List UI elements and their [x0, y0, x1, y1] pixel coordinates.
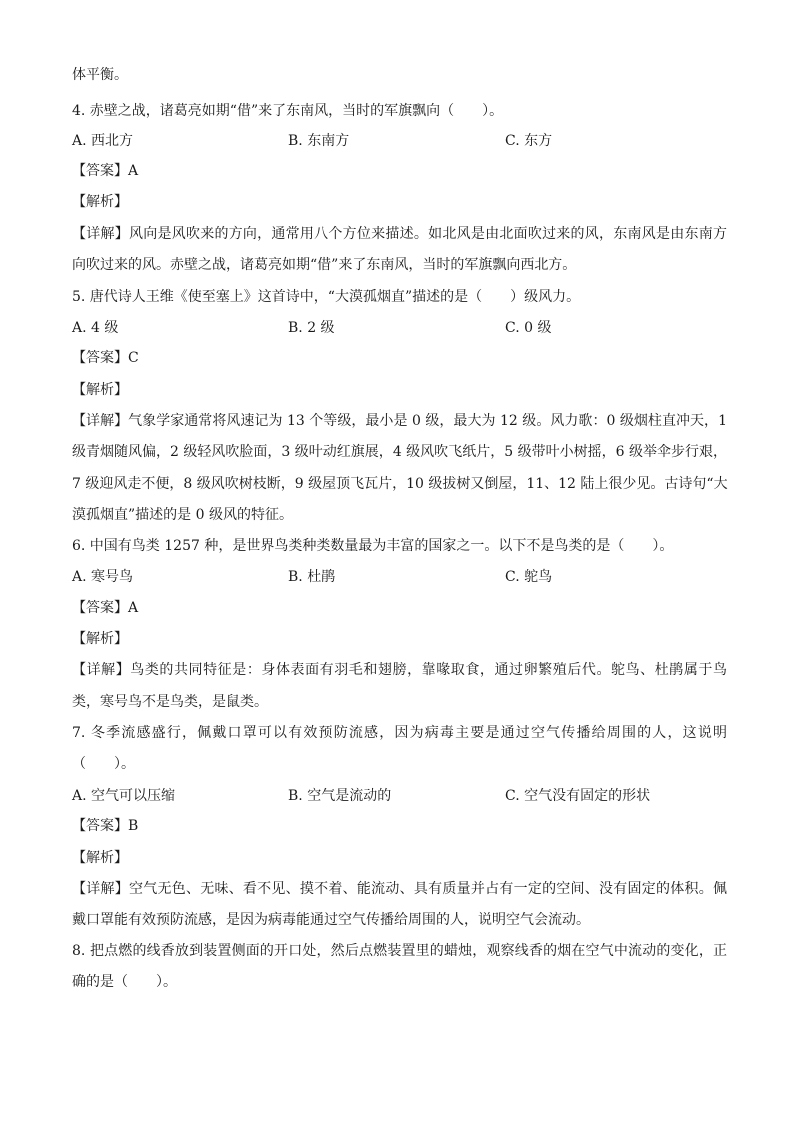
- question-5: 5. 唐代诗人王维《使至塞上》这首诗中，“大漠孤烟直”描述的是（ ）级风力。: [72, 289, 581, 305]
- question-5-answer: 【答案】C: [72, 350, 139, 366]
- question-5-option-c: C. 0 级: [505, 320, 552, 336]
- question-4-detail-line-1: 【详解】风向是风吹来的方向，通常用八个方位来描述。如北风是由北面吹过来的风，东南风是由东南方: [72, 226, 727, 242]
- question-5-detail-line-3: 7 级迎风走不便，8 级风吹树枝断，9 级屋顶飞瓦片，10 级拔树又倒屋，11、12 陆上很少见。古诗句“大: [72, 476, 728, 492]
- question-6-option-c: C. 鸵鸟: [505, 569, 553, 585]
- question-7-option-a: A. 空气可以压缩: [72, 788, 176, 804]
- question-6-option-a: A. 寒号鸟: [72, 569, 134, 585]
- question-4-option-c: C. 东方: [505, 133, 553, 149]
- question-6-detail-line-2: 类，寒号鸟不是鸟类，是鼠类。: [72, 694, 268, 710]
- question-7-analysis-label: 【解析】: [72, 850, 128, 866]
- question-6: 6. 中国有鸟类 1257 种，是世界鸟类种类数量最为丰富的国家之一。以下不是鸟类的是（ ）。: [72, 538, 674, 554]
- question-4: 4. 赤壁之战，诸葛亮如期“借”来了东南风，当时的军旗飘向（ ）。: [72, 103, 504, 119]
- question-7-option-c: C. 空气没有固定的形状: [505, 788, 651, 804]
- question-4-analysis-label: 【解析】: [72, 194, 128, 210]
- question-5-analysis-label: 【解析】: [72, 382, 128, 398]
- question-5-detail-line-1: 【详解】气象学家通常将风速记为 13 个等级，最小是 0 级，最大为 12 级。风力歌：0 级烟柱直冲天，1: [72, 413, 727, 429]
- question-5-option-a: A. 4 级: [72, 320, 119, 336]
- question-5-detail-line-2: 级青烟随风偏，2 级轻风吹脸面，3 级叶动红旗展，4 级风吹飞纸片，5 级带叶小树摇，6 级举伞步行艰，: [72, 444, 727, 460]
- question-4-option-b: B. 东南方: [288, 133, 350, 149]
- question-6-detail-line-1: 【详解】鸟类的共同特征是：身体表面有羽毛和翅膀，靠喙取食，通过卵繁殖后代。鸵鸟、杜鹃属于鸟: [72, 662, 727, 678]
- question-7-line-1: 7. 冬季流感盛行，佩戴口罩可以有效预防流感，因为病毒主要是通过空气传播给周围的人，这说明: [72, 725, 727, 741]
- question-6-option-b: B. 杜鹃: [288, 569, 336, 585]
- question-8-line-2: 确的是（ ）。: [72, 974, 177, 990]
- question-7-detail-line-1: 【详解】空气无色、无味、看不见、摸不着、能流动、具有质量并占有一定的空间、没有固定的体积。佩: [72, 881, 727, 897]
- question-8-line-1: 8. 把点燃的线香放到装置侧面的开口处，然后点燃装置里的蜡烛，观察线香的烟在空气中流动的变化，正: [72, 943, 727, 959]
- question-5-option-b: B. 2 级: [288, 320, 335, 336]
- question-4-answer: 【答案】A: [72, 163, 139, 179]
- question-4-option-a: A. 西北方: [72, 133, 134, 149]
- question-6-analysis-label: 【解析】: [72, 631, 128, 647]
- question-6-answer: 【答案】A: [72, 600, 139, 616]
- question-4-detail-line-2: 向吹过来的风。赤壁之战，诸葛亮如期“借”来了东南风，当时的军旗飘向西北方。: [72, 257, 577, 273]
- question-7-answer: 【答案】B: [72, 818, 139, 834]
- question-7-detail-line-2: 戴口罩能有效预防流感，是因为病毒能通过空气传播给周围的人，说明空气会流动。: [72, 912, 590, 928]
- continuation-text: 体平衡。: [72, 67, 128, 83]
- question-7-line-2: （ ）。: [72, 756, 135, 772]
- question-5-detail-line-4: 漠孤烟直”描述的是 0 级风的特征。: [72, 507, 293, 523]
- question-7-option-b: B. 空气是流动的: [288, 788, 392, 804]
